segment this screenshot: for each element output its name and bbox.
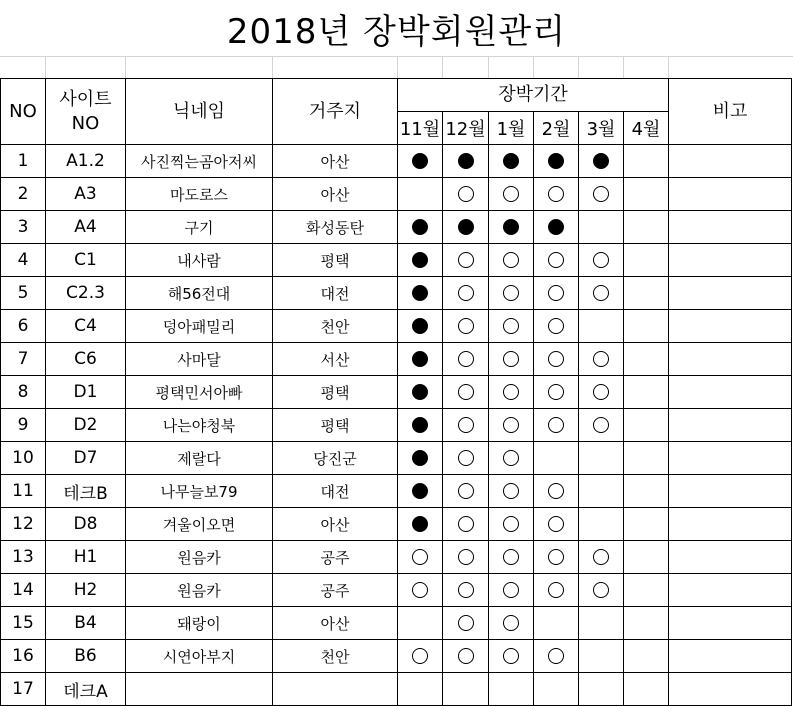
header-period: 장박기간 bbox=[398, 79, 669, 112]
cell-month[interactable] bbox=[489, 343, 534, 376]
cell-month[interactable] bbox=[398, 145, 443, 178]
cell-site[interactable]: C4 bbox=[46, 310, 126, 343]
cell-month[interactable] bbox=[624, 376, 669, 409]
open-circle-icon bbox=[503, 582, 519, 598]
cell-month[interactable] bbox=[489, 211, 534, 244]
filled-circle-icon bbox=[548, 153, 564, 169]
cell-month[interactable] bbox=[443, 277, 489, 310]
cell-month[interactable] bbox=[443, 343, 489, 376]
filled-circle-icon bbox=[412, 417, 428, 433]
cell-no[interactable]: 5 bbox=[1, 277, 46, 310]
header-note: 비고 bbox=[669, 79, 792, 145]
cell-month[interactable] bbox=[624, 310, 669, 343]
cell-month[interactable] bbox=[534, 574, 579, 607]
table-row bbox=[1, 607, 792, 640]
open-circle-icon bbox=[458, 615, 474, 631]
open-circle-icon bbox=[503, 285, 519, 301]
cell-site[interactable]: A4 bbox=[46, 211, 126, 244]
open-circle-icon bbox=[548, 483, 564, 499]
cell-no[interactable]: 13 bbox=[1, 541, 46, 574]
cell-month[interactable] bbox=[579, 541, 624, 574]
cell-month[interactable] bbox=[398, 541, 443, 574]
cell-month[interactable] bbox=[624, 244, 669, 277]
header-month: 2월 bbox=[534, 112, 579, 145]
cell-residence[interactable]: 천안 bbox=[273, 310, 398, 343]
table-row bbox=[1, 376, 792, 409]
open-circle-icon bbox=[548, 351, 564, 367]
cell-note[interactable] bbox=[669, 409, 792, 442]
open-circle-icon bbox=[458, 483, 474, 499]
header-site-line2: NO bbox=[71, 112, 100, 134]
table-row bbox=[1, 244, 792, 277]
cell-site[interactable]: C2.3 bbox=[46, 277, 126, 310]
header-residence: 거주지 bbox=[273, 79, 398, 145]
cell-month[interactable] bbox=[534, 376, 579, 409]
filled-circle-icon bbox=[412, 483, 428, 499]
empty-spreadsheet-row bbox=[0, 56, 793, 78]
open-circle-icon bbox=[503, 483, 519, 499]
cell-nickname[interactable]: 사진찍는곰아저씨 bbox=[126, 145, 273, 178]
cell-month[interactable] bbox=[398, 574, 443, 607]
cell-month[interactable] bbox=[443, 376, 489, 409]
cell-no[interactable]: 9 bbox=[1, 409, 46, 442]
cell-month[interactable] bbox=[579, 475, 624, 508]
cell-month[interactable] bbox=[398, 475, 443, 508]
filled-circle-icon bbox=[593, 153, 609, 169]
cell-residence[interactable]: 서산 bbox=[273, 343, 398, 376]
cell-no[interactable]: 1 bbox=[1, 145, 46, 178]
cell-site[interactable]: B6 bbox=[46, 640, 126, 673]
filled-circle-icon bbox=[458, 153, 474, 169]
cell-month[interactable] bbox=[534, 475, 579, 508]
cell-site[interactable]: A1.2 bbox=[46, 145, 126, 178]
cell-note[interactable] bbox=[669, 673, 792, 706]
filled-circle-icon bbox=[412, 219, 428, 235]
cell-nickname[interactable]: 마도로스 bbox=[126, 178, 273, 211]
open-circle-icon bbox=[548, 384, 564, 400]
filled-circle-icon bbox=[412, 516, 428, 532]
cell-month[interactable] bbox=[398, 310, 443, 343]
cell-nickname[interactable] bbox=[126, 673, 273, 706]
open-circle-icon bbox=[458, 450, 474, 466]
cell-month[interactable] bbox=[579, 607, 624, 640]
cell-residence[interactable]: 화성동탄 bbox=[273, 211, 398, 244]
header-site-line1: 사이트 bbox=[59, 88, 112, 110]
open-circle-icon bbox=[503, 417, 519, 433]
open-circle-icon bbox=[458, 648, 474, 664]
cell-month[interactable] bbox=[579, 376, 624, 409]
open-circle-icon bbox=[458, 516, 474, 532]
cell-month[interactable] bbox=[489, 607, 534, 640]
cell-site[interactable]: C6 bbox=[46, 343, 126, 376]
cell-residence[interactable]: 공주 bbox=[273, 574, 398, 607]
filled-circle-icon bbox=[503, 219, 519, 235]
filled-circle-icon bbox=[412, 318, 428, 334]
cell-month[interactable] bbox=[398, 343, 443, 376]
cell-month[interactable] bbox=[489, 145, 534, 178]
open-circle-icon bbox=[593, 351, 609, 367]
cell-month[interactable] bbox=[398, 244, 443, 277]
cell-month[interactable] bbox=[624, 475, 669, 508]
cell-no[interactable]: 8 bbox=[1, 376, 46, 409]
cell-site[interactable]: H1 bbox=[46, 541, 126, 574]
cell-month[interactable] bbox=[489, 376, 534, 409]
cell-month[interactable] bbox=[534, 607, 579, 640]
cell-month[interactable] bbox=[398, 508, 443, 541]
cell-month[interactable] bbox=[624, 640, 669, 673]
cell-month[interactable] bbox=[489, 310, 534, 343]
cell-residence[interactable]: 대전 bbox=[273, 475, 398, 508]
cell-nickname[interactable]: 겨울이오면 bbox=[126, 508, 273, 541]
cell-month[interactable] bbox=[534, 508, 579, 541]
cell-month[interactable] bbox=[398, 607, 443, 640]
header-month: 3월 bbox=[579, 112, 624, 145]
cell-month[interactable] bbox=[443, 442, 489, 475]
cell-month[interactable] bbox=[443, 475, 489, 508]
open-circle-icon bbox=[458, 318, 474, 334]
cell-month[interactable] bbox=[443, 541, 489, 574]
cell-site[interactable]: 테크B bbox=[46, 475, 126, 508]
open-circle-icon bbox=[503, 450, 519, 466]
cell-month[interactable] bbox=[443, 178, 489, 211]
open-circle-icon bbox=[593, 186, 609, 202]
open-circle-icon bbox=[503, 318, 519, 334]
open-circle-icon bbox=[458, 549, 474, 565]
cell-note[interactable] bbox=[669, 343, 792, 376]
cell-nickname[interactable]: 시연아부지 bbox=[126, 640, 273, 673]
cell-month[interactable] bbox=[398, 211, 443, 244]
cell-month[interactable] bbox=[624, 211, 669, 244]
open-circle-icon bbox=[412, 549, 428, 565]
cell-month[interactable] bbox=[489, 475, 534, 508]
cell-month[interactable] bbox=[624, 277, 669, 310]
sheet-title: 2018년 장박회원관리 bbox=[226, 11, 567, 52]
open-circle-icon bbox=[503, 615, 519, 631]
cell-residence[interactable]: 평택 bbox=[273, 376, 398, 409]
table-row bbox=[1, 508, 792, 541]
header-month: 4월 bbox=[624, 112, 669, 145]
cell-nickname[interactable]: 평택민서아빠 bbox=[126, 376, 273, 409]
cell-site[interactable]: C1 bbox=[46, 244, 126, 277]
cell-note[interactable] bbox=[669, 145, 792, 178]
cell-month[interactable] bbox=[489, 178, 534, 211]
cell-residence[interactable]: 아산 bbox=[273, 145, 398, 178]
table-row bbox=[1, 442, 792, 475]
cell-month[interactable] bbox=[489, 508, 534, 541]
cell-month[interactable] bbox=[579, 178, 624, 211]
cell-month[interactable] bbox=[624, 409, 669, 442]
table-row bbox=[1, 211, 792, 244]
open-circle-icon bbox=[548, 648, 564, 664]
cell-month[interactable] bbox=[534, 640, 579, 673]
cell-month[interactable] bbox=[443, 574, 489, 607]
open-circle-icon bbox=[458, 186, 474, 202]
table-row bbox=[1, 640, 792, 673]
open-circle-icon bbox=[412, 648, 428, 664]
cell-note[interactable] bbox=[669, 607, 792, 640]
cell-month[interactable] bbox=[534, 343, 579, 376]
cell-month[interactable] bbox=[534, 211, 579, 244]
cell-residence[interactable] bbox=[273, 673, 398, 706]
table-row bbox=[1, 178, 792, 211]
cell-note[interactable] bbox=[669, 310, 792, 343]
cell-note[interactable] bbox=[669, 178, 792, 211]
cell-month[interactable] bbox=[579, 508, 624, 541]
cell-no[interactable]: 17 bbox=[1, 673, 46, 706]
cell-month[interactable] bbox=[443, 409, 489, 442]
cell-note[interactable] bbox=[669, 244, 792, 277]
cell-residence[interactable]: 대전 bbox=[273, 277, 398, 310]
filled-circle-icon bbox=[412, 351, 428, 367]
cell-month[interactable] bbox=[534, 277, 579, 310]
cell-residence[interactable]: 아산 bbox=[273, 178, 398, 211]
cell-residence[interactable]: 평택 bbox=[273, 409, 398, 442]
cell-month[interactable] bbox=[534, 673, 579, 706]
filled-circle-icon bbox=[412, 153, 428, 169]
open-circle-icon bbox=[458, 384, 474, 400]
table-row bbox=[1, 277, 792, 310]
open-circle-icon bbox=[593, 285, 609, 301]
cell-site[interactable]: A3 bbox=[46, 178, 126, 211]
cell-month[interactable] bbox=[579, 640, 624, 673]
cell-month[interactable] bbox=[443, 607, 489, 640]
cell-no[interactable]: 3 bbox=[1, 211, 46, 244]
cell-month[interactable] bbox=[579, 145, 624, 178]
cell-month[interactable] bbox=[489, 574, 534, 607]
cell-no[interactable]: 6 bbox=[1, 310, 46, 343]
filled-circle-icon bbox=[412, 384, 428, 400]
cell-month[interactable] bbox=[398, 409, 443, 442]
open-circle-icon bbox=[548, 549, 564, 565]
filled-circle-icon bbox=[412, 285, 428, 301]
cell-month[interactable] bbox=[443, 673, 489, 706]
open-circle-icon bbox=[503, 186, 519, 202]
table-row bbox=[1, 673, 792, 706]
cell-nickname[interactable]: 원음카 bbox=[126, 574, 273, 607]
header-no: NO bbox=[1, 79, 46, 145]
cell-month[interactable] bbox=[624, 508, 669, 541]
cell-nickname[interactable]: 내사람 bbox=[126, 244, 273, 277]
cell-month[interactable] bbox=[398, 376, 443, 409]
filled-circle-icon bbox=[412, 252, 428, 268]
open-circle-icon bbox=[548, 186, 564, 202]
open-circle-icon bbox=[548, 252, 564, 268]
cell-month[interactable] bbox=[489, 277, 534, 310]
cell-month[interactable] bbox=[534, 178, 579, 211]
cell-month[interactable] bbox=[534, 442, 579, 475]
cell-month[interactable] bbox=[443, 145, 489, 178]
cell-nickname[interactable]: 구기 bbox=[126, 211, 273, 244]
table-row bbox=[1, 541, 792, 574]
open-circle-icon bbox=[548, 318, 564, 334]
cell-note[interactable] bbox=[669, 574, 792, 607]
cell-nickname[interactable]: 나무늘보79 bbox=[126, 475, 273, 508]
cell-month[interactable] bbox=[579, 673, 624, 706]
open-circle-icon bbox=[458, 252, 474, 268]
cell-month[interactable] bbox=[624, 343, 669, 376]
cell-nickname[interactable]: 사마달 bbox=[126, 343, 273, 376]
cell-month[interactable] bbox=[624, 145, 669, 178]
table-row bbox=[1, 145, 792, 178]
member-table bbox=[0, 78, 792, 706]
cell-month[interactable] bbox=[624, 574, 669, 607]
open-circle-icon bbox=[593, 384, 609, 400]
cell-no[interactable]: 7 bbox=[1, 343, 46, 376]
cell-note[interactable] bbox=[669, 508, 792, 541]
header-month: 1월 bbox=[489, 112, 534, 145]
header-site-no bbox=[46, 79, 126, 145]
cell-month[interactable] bbox=[398, 640, 443, 673]
cell-month[interactable] bbox=[443, 640, 489, 673]
open-circle-icon bbox=[548, 516, 564, 532]
open-circle-icon bbox=[503, 648, 519, 664]
cell-month[interactable] bbox=[624, 673, 669, 706]
table-row bbox=[1, 343, 792, 376]
cell-month[interactable] bbox=[534, 409, 579, 442]
open-circle-icon bbox=[593, 582, 609, 598]
cell-month[interactable] bbox=[489, 442, 534, 475]
cell-month[interactable] bbox=[624, 607, 669, 640]
cell-nickname[interactable]: 제랄다 bbox=[126, 442, 273, 475]
cell-no[interactable]: 2 bbox=[1, 178, 46, 211]
cell-month[interactable] bbox=[443, 310, 489, 343]
open-circle-icon bbox=[503, 384, 519, 400]
open-circle-icon bbox=[593, 417, 609, 433]
cell-no[interactable]: 11 bbox=[1, 475, 46, 508]
cell-month[interactable] bbox=[534, 244, 579, 277]
cell-month[interactable] bbox=[489, 640, 534, 673]
cell-month[interactable] bbox=[579, 277, 624, 310]
cell-site[interactable]: H2 bbox=[46, 574, 126, 607]
open-circle-icon bbox=[503, 252, 519, 268]
cell-residence[interactable]: 아산 bbox=[273, 607, 398, 640]
table-row bbox=[1, 310, 792, 343]
cell-nickname[interactable]: 돼랑이 bbox=[126, 607, 273, 640]
cell-month[interactable] bbox=[579, 574, 624, 607]
open-circle-icon bbox=[593, 252, 609, 268]
cell-note[interactable] bbox=[669, 541, 792, 574]
cell-month[interactable] bbox=[398, 277, 443, 310]
cell-month[interactable] bbox=[489, 541, 534, 574]
cell-note[interactable] bbox=[669, 442, 792, 475]
cell-month[interactable] bbox=[579, 211, 624, 244]
header-nickname: 닉네임 bbox=[126, 79, 273, 145]
cell-no[interactable]: 4 bbox=[1, 244, 46, 277]
cell-month[interactable] bbox=[624, 178, 669, 211]
open-circle-icon bbox=[503, 549, 519, 565]
cell-nickname[interactable]: 덩아패밀리 bbox=[126, 310, 273, 343]
open-circle-icon bbox=[593, 549, 609, 565]
cell-month[interactable] bbox=[534, 145, 579, 178]
open-circle-icon bbox=[412, 582, 428, 598]
cell-site[interactable]: 데크A bbox=[46, 673, 126, 706]
cell-nickname[interactable]: 나는야청북 bbox=[126, 409, 273, 442]
open-circle-icon bbox=[503, 516, 519, 532]
open-circle-icon bbox=[458, 582, 474, 598]
open-circle-icon bbox=[458, 417, 474, 433]
cell-residence[interactable]: 평택 bbox=[273, 244, 398, 277]
open-circle-icon bbox=[548, 417, 564, 433]
cell-month[interactable] bbox=[579, 409, 624, 442]
cell-month[interactable] bbox=[534, 310, 579, 343]
cell-month[interactable] bbox=[489, 409, 534, 442]
open-circle-icon bbox=[503, 351, 519, 367]
open-circle-icon bbox=[458, 351, 474, 367]
open-circle-icon bbox=[458, 285, 474, 301]
filled-circle-icon bbox=[412, 450, 428, 466]
table-row bbox=[1, 475, 792, 508]
cell-no[interactable]: 10 bbox=[1, 442, 46, 475]
cell-residence[interactable]: 공주 bbox=[273, 541, 398, 574]
cell-no[interactable]: 14 bbox=[1, 574, 46, 607]
cell-note[interactable] bbox=[669, 277, 792, 310]
cell-site[interactable]: D7 bbox=[46, 442, 126, 475]
cell-residence[interactable]: 당진군 bbox=[273, 442, 398, 475]
cell-nickname[interactable]: 원음카 bbox=[126, 541, 273, 574]
header-month: 11월 bbox=[398, 112, 443, 145]
cell-residence[interactable]: 천안 bbox=[273, 640, 398, 673]
cell-site[interactable]: D8 bbox=[46, 508, 126, 541]
cell-month[interactable] bbox=[579, 442, 624, 475]
cell-month[interactable] bbox=[443, 244, 489, 277]
header-month: 12월 bbox=[443, 112, 489, 145]
cell-no[interactable]: 12 bbox=[1, 508, 46, 541]
cell-residence[interactable]: 아산 bbox=[273, 508, 398, 541]
cell-note[interactable] bbox=[669, 376, 792, 409]
cell-month[interactable] bbox=[443, 508, 489, 541]
cell-note[interactable] bbox=[669, 640, 792, 673]
table-row bbox=[1, 574, 792, 607]
cell-month[interactable] bbox=[443, 211, 489, 244]
cell-month[interactable] bbox=[579, 244, 624, 277]
filled-circle-icon bbox=[548, 219, 564, 235]
table-row bbox=[1, 409, 792, 442]
cell-month[interactable] bbox=[489, 244, 534, 277]
cell-month[interactable] bbox=[398, 178, 443, 211]
open-circle-icon bbox=[548, 285, 564, 301]
cell-month[interactable] bbox=[624, 541, 669, 574]
cell-note[interactable] bbox=[669, 211, 792, 244]
cell-no[interactable]: 16 bbox=[1, 640, 46, 673]
cell-note[interactable] bbox=[669, 475, 792, 508]
cell-month[interactable] bbox=[579, 343, 624, 376]
cell-site[interactable]: D1 bbox=[46, 376, 126, 409]
cell-month[interactable] bbox=[624, 442, 669, 475]
filled-circle-icon bbox=[458, 219, 474, 235]
cell-site[interactable]: B4 bbox=[46, 607, 126, 640]
cell-month[interactable] bbox=[579, 310, 624, 343]
filled-circle-icon bbox=[503, 153, 519, 169]
open-circle-icon bbox=[548, 582, 564, 598]
cell-month[interactable] bbox=[398, 442, 443, 475]
cell-month[interactable] bbox=[489, 673, 534, 706]
cell-nickname[interactable]: 해56전대 bbox=[126, 277, 273, 310]
cell-site[interactable]: D2 bbox=[46, 409, 126, 442]
cell-month[interactable] bbox=[398, 673, 443, 706]
cell-month[interactable] bbox=[534, 541, 579, 574]
cell-no[interactable]: 15 bbox=[1, 607, 46, 640]
